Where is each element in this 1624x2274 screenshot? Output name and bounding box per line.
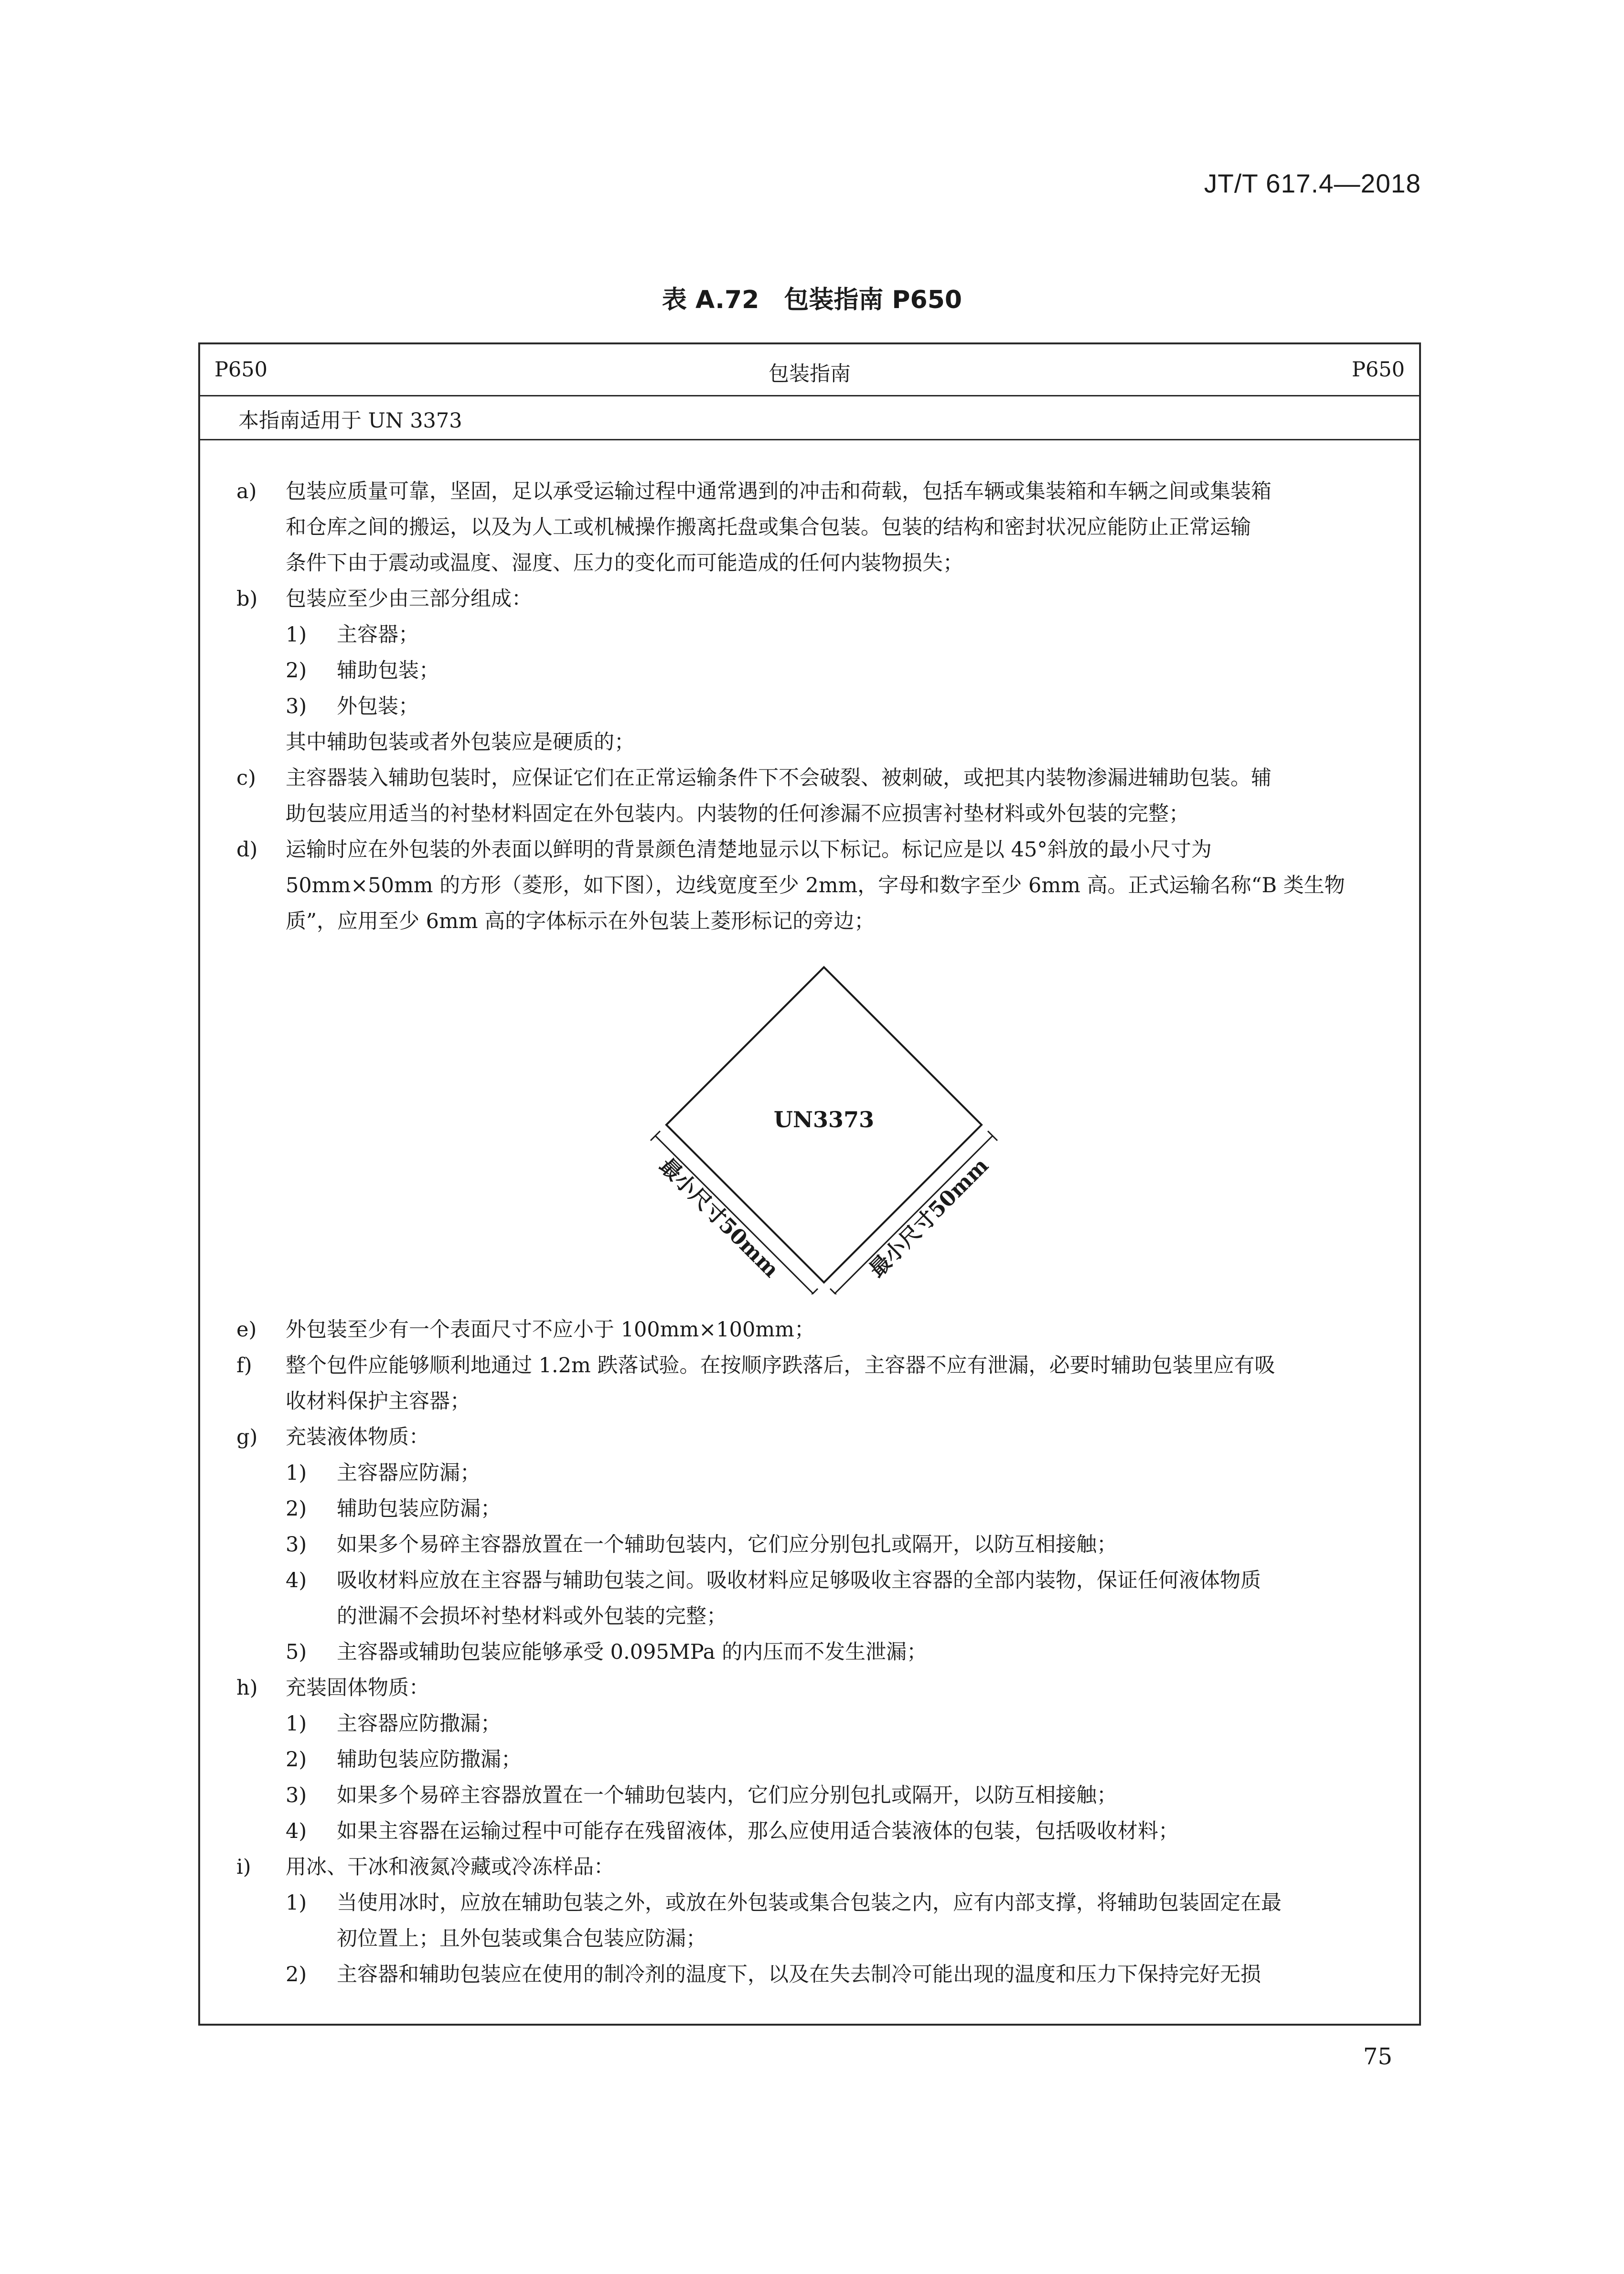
item-text-line: 50mm×50mm 的方形（菱形，如下图），边线宽度至少 2mm，字母和数字至少 6mm 高。正式运输名称“B 类生物 xyxy=(286,874,1345,897)
sub-item-text: 初位置上；且外包装或集合包装应防漏； xyxy=(337,1927,706,1951)
page-number: 75 xyxy=(1363,2043,1392,2070)
sub-item-marker: 1) xyxy=(286,1461,307,1485)
header-title: 包装指南 xyxy=(769,362,851,386)
item-text-line: 用冰、干冰和液氮冷藏或冷冻样品： xyxy=(286,1855,614,1879)
sub-item-text: 辅助包装应防漏； xyxy=(337,1497,501,1521)
sub-item-marker: 2) xyxy=(286,1748,307,1772)
sub-item-marker: 1) xyxy=(286,1712,307,1736)
sub-item-marker: 2) xyxy=(286,1963,307,1986)
sub-item-text: 主容器应防撒漏； xyxy=(337,1712,501,1736)
dimension-line-right xyxy=(835,1136,993,1293)
item-text-line: 包装应至少由三部分组成： xyxy=(286,587,532,611)
header-code-left: P650 xyxy=(214,358,268,382)
sub-item-marker: 4) xyxy=(286,1819,307,1843)
sub-item-text: 如果多个易碎主容器放置在一个辅助包装内，它们应分别包扎或隔开，以防互相接触； xyxy=(337,1533,1117,1557)
sub-item-text: 如果主容器在运输过程中可能存在残留液体，那么应使用适合装液体的包装，包括吸收材料； xyxy=(337,1819,1179,1843)
dimension-line-left xyxy=(655,1136,813,1293)
sub-item-marker: 3) xyxy=(286,1533,307,1557)
item-text-line: 助包装应用适当的衬垫材料固定在外包装内。内装物的任何渗漏不应损害衬垫材料或外包装的完整； xyxy=(286,802,1189,826)
standard-code: JT/T 617.4—2018 xyxy=(1204,169,1421,198)
sub-item-text: 辅助包装应防撒漏； xyxy=(337,1748,522,1772)
table-title: 表 A.72 包装指南 P650 xyxy=(662,286,962,314)
sub-item-text: 外包装； xyxy=(337,694,419,718)
applicability-text: 本指南适用于 UN 3373 xyxy=(238,409,462,433)
table-header-row xyxy=(200,344,1419,396)
sub-item-text: 主容器应防漏； xyxy=(337,1461,481,1485)
diamond-label: UN3373 xyxy=(773,1107,875,1132)
sub-item-marker: 5) xyxy=(286,1640,307,1664)
sub-item-marker: 1) xyxy=(286,623,307,647)
header-code-right: P650 xyxy=(1351,358,1405,382)
sub-item-text: 主容器或辅助包装应能够承受 0.095MPa 的内压而不发生泄漏； xyxy=(337,1640,928,1664)
sub-item-text: 吸收材料应放在主容器与辅助包装之间。吸收材料应足够吸收主容器的全部内装物，保证任何液体物质 xyxy=(337,1569,1261,1592)
item-text-line: 主容器装入辅助包装时，应保证它们在正常运输条件下不会破裂、被刺破，或把其内装物渗漏进辅助包装。辅 xyxy=(286,766,1271,790)
un3373-diamond-figure xyxy=(621,950,1013,1294)
sub-item-text: 辅助包装； xyxy=(337,659,439,683)
item-text-line: 外包装至少有一个表面尺寸不应小于 100mm×100mm； xyxy=(286,1318,815,1342)
item-marker: g) xyxy=(236,1425,258,1449)
item-text-line: 收材料保护主容器； xyxy=(286,1389,470,1413)
item-text-line: 包装应质量可靠，坚固，足以承受运输过程中通常遇到的冲击和荷载，包括车辆或集装箱和车辆之间或集装箱 xyxy=(286,480,1271,503)
item-marker: c) xyxy=(236,766,256,790)
item-text-line: 运输时应在外包装的外表面以鲜明的背景颜色清楚地显示以下标记。标记应是以 45°斜放的最小尺寸为 xyxy=(286,838,1212,862)
item-text-line: 条件下由于震动或温度、湿度、压力的变化而可能造成的任何内装物损失； xyxy=(286,551,963,575)
dimension-label-right: 最小尺寸50mm xyxy=(864,1153,994,1282)
sub-item-text: 主容器和辅助包装应在使用的制冷剂的温度下，以及在失去制冷可能出现的温度和压力下保持完好无损 xyxy=(337,1963,1261,1986)
item-text-line: 充装液体物质： xyxy=(286,1425,429,1449)
item-text-line: 质”，应用至少 6mm 高的字体标示在外包装上菱形标记的旁边； xyxy=(286,909,875,933)
sub-item-marker: 2) xyxy=(286,659,307,683)
item-marker: d) xyxy=(236,838,258,862)
sub-item-text: 当使用冰时，应放在辅助包装之外，或放在外包装或集合包装之内，应有内部支撑，将辅助包装固定在最 xyxy=(337,1891,1282,1915)
sub-item-marker: 2) xyxy=(286,1497,307,1521)
sub-item-marker: 1) xyxy=(286,1891,307,1915)
sub-item-marker: 3) xyxy=(286,1783,307,1807)
item-marker: f) xyxy=(236,1354,252,1377)
item-text-line: 和仓库之间的搬运，以及为人工或机械操作搬离托盘或集合包装。包装的结构和密封状况应能防止正常运输 xyxy=(286,515,1251,539)
item-marker: i) xyxy=(236,1855,251,1879)
sub-item-text: 的泄漏不会损坏衬垫材料或外包装的完整； xyxy=(337,1604,727,1628)
item-marker: h) xyxy=(236,1676,258,1700)
item-text-line: 整个包件应能够顺利地通过 1.2m 跌落试验。在按顺序跌落后，主容器不应有泄漏，必要时辅助包装里应有吸 xyxy=(286,1354,1275,1377)
item-text-line: 其中辅助包装或者外包装应是硬质的； xyxy=(286,730,635,754)
item-marker: e) xyxy=(236,1318,257,1342)
dimension-label-left: 最小尺寸50mm xyxy=(654,1153,784,1282)
item-marker: a) xyxy=(236,480,257,503)
sub-item-text: 主容器； xyxy=(337,623,419,647)
sub-item-text: 如果多个易碎主容器放置在一个辅助包装内，它们应分别包扎或隔开，以防互相接触； xyxy=(337,1783,1117,1807)
applicability-row xyxy=(200,395,1419,440)
sub-item-marker: 3) xyxy=(286,694,307,718)
item-marker: b) xyxy=(236,587,258,611)
sub-item-marker: 4) xyxy=(286,1569,307,1592)
item-text-line: 充装固体物质： xyxy=(286,1676,429,1700)
